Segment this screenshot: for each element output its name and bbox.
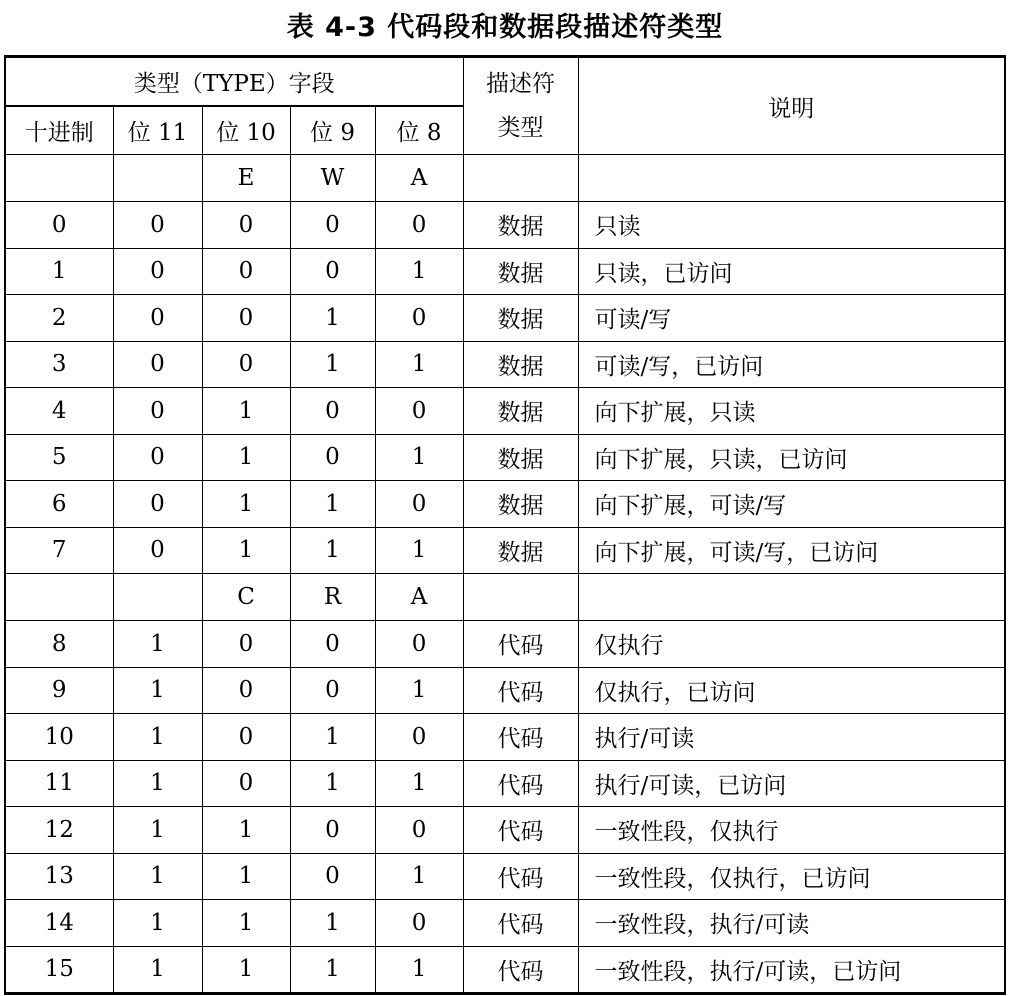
- bit8-cell: 1: [375, 946, 463, 994]
- bit-label-type: [463, 574, 578, 621]
- bit10-cell: 0: [202, 621, 290, 668]
- descriptor-type-cell: 代码: [463, 667, 578, 714]
- bit10-cell: 0: [202, 667, 290, 714]
- bit9-cell: 0: [290, 388, 375, 435]
- decimal-cell: 6: [5, 481, 113, 528]
- bit8-cell: 1: [375, 434, 463, 481]
- table-row: [5, 202, 1005, 249]
- table-row: [5, 807, 1005, 854]
- bit8-cell: 0: [375, 295, 463, 342]
- description-cell: 一致性段，执行/可读: [578, 900, 1005, 947]
- bit11-cell: 1: [113, 946, 202, 994]
- bit10-cell: 1: [202, 946, 290, 994]
- description-cell: 只读: [578, 202, 1005, 249]
- table-row: [5, 760, 1005, 807]
- bit9-cell: 0: [290, 621, 375, 668]
- decimal-cell: 9: [5, 667, 113, 714]
- description-cell: 向下扩展，可读/写: [578, 481, 1005, 528]
- descriptor-type-cell: 数据: [463, 388, 578, 435]
- decimal-header: 十进制: [5, 106, 113, 155]
- bit-label-w: W: [290, 155, 375, 202]
- description-cell: 一致性段，仅执行: [578, 807, 1005, 854]
- bit10-cell: 1: [202, 900, 290, 947]
- description-cell: 执行/可读: [578, 714, 1005, 761]
- bit9-cell: 1: [290, 481, 375, 528]
- bit10-cell: 1: [202, 807, 290, 854]
- bit10-cell: 1: [202, 527, 290, 574]
- descriptor-type-header-line1: 描述符: [486, 71, 556, 97]
- descriptor-type-header: [463, 57, 578, 155]
- bit10-cell: 0: [202, 341, 290, 388]
- bit11-cell: 0: [113, 481, 202, 528]
- bit-label-decimal: [5, 155, 113, 202]
- bit10-cell: 0: [202, 295, 290, 342]
- description-cell: 一致性段，仅执行，已访问: [578, 853, 1005, 900]
- descriptor-type-cell: 代码: [463, 807, 578, 854]
- descriptor-type-cell: 数据: [463, 434, 578, 481]
- table-row: [5, 900, 1005, 947]
- descriptor-type-cell: 数据: [463, 295, 578, 342]
- table-row: [5, 853, 1005, 900]
- code-bit-label-row: [5, 574, 1005, 621]
- table-row: [5, 295, 1005, 342]
- bit9-cell: 0: [290, 248, 375, 295]
- table-row: [5, 248, 1005, 295]
- table-row: [5, 527, 1005, 574]
- bit9-cell: 1: [290, 527, 375, 574]
- bit10-cell: 0: [202, 714, 290, 761]
- bit10-cell: 1: [202, 853, 290, 900]
- bit-label-b11: [113, 574, 202, 621]
- decimal-cell: 3: [5, 341, 113, 388]
- description-cell: 只读，已访问: [578, 248, 1005, 295]
- bit10-cell: 1: [202, 481, 290, 528]
- description-cell: 仅执行: [578, 621, 1005, 668]
- bit8-cell: 1: [375, 853, 463, 900]
- bit9-cell: 1: [290, 946, 375, 994]
- decimal-cell: 14: [5, 900, 113, 947]
- bit11-header: 位 11: [113, 106, 202, 155]
- bit8-cell: 1: [375, 667, 463, 714]
- descriptor-type-table: [4, 55, 1006, 995]
- table-row: [5, 434, 1005, 481]
- bit-label-desc: [578, 574, 1005, 621]
- decimal-cell: 4: [5, 388, 113, 435]
- bit10-cell: 0: [202, 248, 290, 295]
- descriptor-type-cell: 代码: [463, 760, 578, 807]
- decimal-cell: 1: [5, 248, 113, 295]
- bit11-cell: 1: [113, 900, 202, 947]
- bit-label-type: [463, 155, 578, 202]
- bit-label-c: C: [202, 574, 290, 621]
- bit9-header: 位 9: [290, 106, 375, 155]
- bit11-cell: 0: [113, 388, 202, 435]
- descriptor-type-header-line2: 类型: [497, 115, 544, 141]
- table-row: [5, 667, 1005, 714]
- decimal-cell: 11: [5, 760, 113, 807]
- bit9-cell: 1: [290, 714, 375, 761]
- decimal-cell: 8: [5, 621, 113, 668]
- bit11-cell: 0: [113, 527, 202, 574]
- table-row: [5, 388, 1005, 435]
- bit11-cell: 0: [113, 248, 202, 295]
- bit11-cell: 1: [113, 853, 202, 900]
- description-cell: 向下扩展，只读: [578, 388, 1005, 435]
- description-header: 说明: [578, 57, 1005, 155]
- bit11-cell: 1: [113, 760, 202, 807]
- bit11-cell: 0: [113, 434, 202, 481]
- descriptor-type-cell: 代码: [463, 621, 578, 668]
- bit8-cell: 1: [375, 527, 463, 574]
- decimal-cell: 7: [5, 527, 113, 574]
- decimal-cell: 13: [5, 853, 113, 900]
- bit9-cell: 1: [290, 295, 375, 342]
- table-caption: 表 4-3 代码段和数据段描述符类型: [286, 12, 724, 43]
- bit8-header: 位 8: [375, 106, 463, 155]
- bit9-cell: 0: [290, 667, 375, 714]
- description-cell: 一致性段，执行/可读，已访问: [578, 946, 1005, 994]
- bit10-cell: 1: [202, 388, 290, 435]
- descriptor-type-cell: 代码: [463, 714, 578, 761]
- decimal-cell: 0: [5, 202, 113, 249]
- bit11-cell: 0: [113, 202, 202, 249]
- bit8-cell: 0: [375, 388, 463, 435]
- descriptor-type-cell: 数据: [463, 481, 578, 528]
- bit9-cell: 0: [290, 853, 375, 900]
- decimal-cell: 10: [5, 714, 113, 761]
- bit9-cell: 0: [290, 434, 375, 481]
- table-row: [5, 481, 1005, 528]
- bit10-cell: 1: [202, 434, 290, 481]
- bit8-cell: 0: [375, 900, 463, 947]
- bit8-cell: 1: [375, 341, 463, 388]
- bit-label-a: A: [375, 574, 463, 621]
- description-cell: 仅执行，已访问: [578, 667, 1005, 714]
- description-cell: 执行/可读，已访问: [578, 760, 1005, 807]
- bit10-cell: 0: [202, 760, 290, 807]
- decimal-cell: 15: [5, 946, 113, 994]
- bit11-cell: 1: [113, 667, 202, 714]
- description-cell: 向下扩展，可读/写，已访问: [578, 527, 1005, 574]
- bit11-cell: 0: [113, 341, 202, 388]
- decimal-cell: 2: [5, 295, 113, 342]
- bit-label-desc: [578, 155, 1005, 202]
- table-row: [5, 341, 1005, 388]
- descriptor-type-cell: 代码: [463, 900, 578, 947]
- header-row-1: [5, 57, 1005, 107]
- bit9-cell: 1: [290, 900, 375, 947]
- bit8-cell: 1: [375, 760, 463, 807]
- bit-label-decimal: [5, 574, 113, 621]
- bit9-cell: 1: [290, 760, 375, 807]
- bit-label-e: E: [202, 155, 290, 202]
- description-cell: 可读/写，已访问: [578, 341, 1005, 388]
- descriptor-type-cell: 数据: [463, 341, 578, 388]
- table-row: [5, 621, 1005, 668]
- bit8-cell: 0: [375, 202, 463, 249]
- bit11-cell: 1: [113, 621, 202, 668]
- decimal-cell: 5: [5, 434, 113, 481]
- bit8-cell: 0: [375, 481, 463, 528]
- bit-label-b11: [113, 155, 202, 202]
- descriptor-type-cell: 代码: [463, 853, 578, 900]
- bit-label-a: A: [375, 155, 463, 202]
- bit9-cell: 0: [290, 807, 375, 854]
- decimal-cell: 12: [5, 807, 113, 854]
- bit-label-r: R: [290, 574, 375, 621]
- bit11-cell: 1: [113, 807, 202, 854]
- bit8-cell: 0: [375, 714, 463, 761]
- data-bit-label-row: [5, 155, 1005, 202]
- bit8-cell: 1: [375, 248, 463, 295]
- bit9-cell: 0: [290, 202, 375, 249]
- type-field-header: 类型（TYPE）字段: [5, 57, 463, 107]
- descriptor-type-cell: 数据: [463, 527, 578, 574]
- table-row: [5, 946, 1005, 994]
- bit10-cell: 0: [202, 202, 290, 249]
- descriptor-type-cell: 数据: [463, 248, 578, 295]
- bit8-cell: 0: [375, 621, 463, 668]
- descriptor-type-cell: 数据: [463, 202, 578, 249]
- bit8-cell: 0: [375, 807, 463, 854]
- bit11-cell: 1: [113, 714, 202, 761]
- bit11-cell: 0: [113, 295, 202, 342]
- bit9-cell: 1: [290, 341, 375, 388]
- description-cell: 向下扩展，只读，已访问: [578, 434, 1005, 481]
- description-cell: 可读/写: [578, 295, 1005, 342]
- bit10-header: 位 10: [202, 106, 290, 155]
- descriptor-type-cell: 代码: [463, 946, 578, 994]
- table-row: [5, 714, 1005, 761]
